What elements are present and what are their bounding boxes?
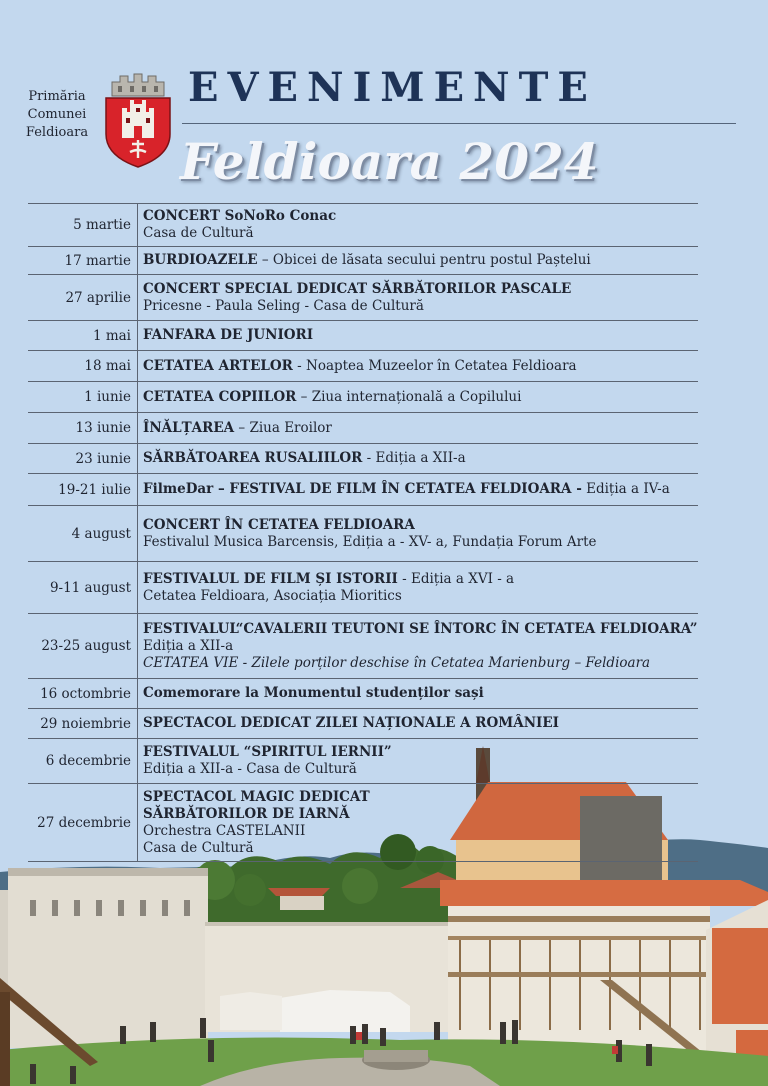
event-row bbox=[28, 614, 698, 679]
event-text: FESTIVALUL “SPIRITUL IERNII” bbox=[143, 744, 392, 760]
event-date: 29 noiembrie bbox=[28, 709, 138, 738]
event-text: CONCERT SoNoRo Conac bbox=[143, 208, 337, 224]
event-line bbox=[143, 655, 698, 672]
organization-name bbox=[16, 88, 98, 142]
event-description bbox=[138, 709, 698, 738]
event-text: SPECTACOL DEDICAT ZILEI NAȚIONALE A ROMÂNIEI bbox=[143, 715, 559, 731]
event-date: 13 iunie bbox=[28, 413, 138, 443]
event-text: Festivalul Musica Barcensis, Ediția a - XV- a, Fundația Forum Arte bbox=[143, 533, 597, 550]
events-table bbox=[28, 203, 698, 862]
event-text: Cetatea Feldioara, Asociația Mioritics bbox=[143, 587, 402, 604]
event-text: CONCERT ÎN CETATEA FELDIOARA bbox=[143, 516, 415, 533]
event-text: CONCERT SPECIAL DEDICAT SĂRBĂTORILOR PASCALE bbox=[143, 280, 572, 297]
event-line bbox=[143, 420, 698, 437]
event-row bbox=[28, 321, 698, 351]
event-description bbox=[138, 474, 698, 505]
event-line bbox=[143, 281, 698, 298]
event-line bbox=[143, 534, 698, 551]
event-text: SĂRBĂTOAREA RUSALIILOR bbox=[143, 450, 363, 466]
event-line bbox=[143, 744, 698, 761]
event-row bbox=[28, 709, 698, 739]
event-text: - Zilele porților deschise în Cetatea Marienburg – Feldioara bbox=[238, 654, 651, 671]
event-date: 1 iunie bbox=[28, 382, 138, 412]
event-description bbox=[138, 321, 698, 350]
event-text: Ediția a IV-a bbox=[581, 481, 670, 497]
event-date: 23 iunie bbox=[28, 444, 138, 473]
event-date: 27 decembrie bbox=[28, 784, 138, 861]
event-text: FESTIVALUL“CAVALERII TEUTONI SE ÎNTORC ÎN CETATEA FELDIOARA” bbox=[143, 620, 698, 637]
event-description bbox=[138, 739, 698, 783]
event-text: Casa de Cultură bbox=[143, 839, 254, 856]
event-description bbox=[138, 444, 698, 473]
event-row bbox=[28, 506, 698, 562]
event-text: Casa de Cultură bbox=[143, 225, 254, 241]
org-line: Comunei bbox=[27, 107, 87, 122]
event-line bbox=[143, 588, 698, 605]
event-row bbox=[28, 275, 698, 321]
event-row bbox=[28, 413, 698, 444]
event-text: CETATEA COPIILOR bbox=[143, 388, 297, 405]
event-date: 9-11 august bbox=[28, 562, 138, 613]
event-description bbox=[138, 247, 698, 274]
event-row bbox=[28, 739, 698, 784]
event-text: FESTIVALUL DE FILM ȘI ISTORII bbox=[143, 570, 398, 587]
event-text: – Ziua Eroilor bbox=[234, 419, 332, 436]
event-line bbox=[143, 327, 698, 344]
event-text: SĂRBĂTORILOR DE IARNĂ bbox=[143, 805, 350, 822]
event-description bbox=[138, 562, 698, 613]
event-text: Ediția a XII-a - Casa de Cultură bbox=[143, 761, 357, 777]
event-text: - Noaptea Muzeelor în Cetatea Feldioara bbox=[292, 357, 577, 374]
event-line bbox=[143, 252, 698, 269]
event-text: - Ediția a XII-a bbox=[362, 450, 466, 466]
event-text: SPECTACOL MAGIC DEDICAT bbox=[143, 788, 370, 805]
event-text: – Ziua internațională a Copilului bbox=[296, 388, 522, 405]
event-line bbox=[143, 621, 698, 638]
event-line bbox=[143, 389, 698, 406]
event-line bbox=[143, 806, 698, 823]
event-description bbox=[138, 275, 698, 320]
event-line bbox=[143, 517, 698, 534]
event-line bbox=[143, 571, 698, 588]
event-text: CETATEA VIE bbox=[143, 654, 239, 671]
event-date: 27 aprilie bbox=[28, 275, 138, 320]
event-text: Comemorare la Monumentul studenților sași bbox=[143, 685, 484, 701]
event-line bbox=[143, 481, 698, 498]
event-date: 17 martie bbox=[28, 247, 138, 274]
event-date: 6 decembrie bbox=[28, 739, 138, 783]
title-divider bbox=[182, 123, 736, 124]
event-description bbox=[138, 506, 698, 561]
event-line bbox=[143, 358, 698, 375]
event-line bbox=[143, 225, 698, 242]
event-line bbox=[143, 298, 698, 315]
event-text: CETATEA ARTELOR bbox=[143, 357, 293, 374]
event-row bbox=[28, 679, 698, 709]
page-subtitle: Feldioara 2024 bbox=[180, 132, 599, 191]
event-text: FilmeDar – FESTIVAL DE FILM ÎN CETATEA FELDIOARA - bbox=[143, 481, 582, 497]
event-date: 16 octombrie bbox=[28, 679, 138, 708]
event-date: 18 mai bbox=[28, 351, 138, 381]
event-line bbox=[143, 823, 698, 840]
page-title: EVENIMENTE bbox=[188, 64, 597, 111]
coat-of-arms-icon bbox=[104, 72, 172, 168]
event-line bbox=[143, 450, 698, 467]
event-row bbox=[28, 382, 698, 413]
event-line bbox=[143, 208, 698, 225]
event-date: 1 mai bbox=[28, 321, 138, 350]
event-date: 23-25 august bbox=[28, 614, 138, 678]
event-row bbox=[28, 247, 698, 275]
event-line bbox=[143, 638, 698, 655]
event-text: Ediția a XII-a bbox=[143, 637, 234, 654]
event-description bbox=[138, 382, 698, 412]
event-text: Pricesne - Paula Seling - Casa de Cultură bbox=[143, 297, 424, 314]
event-description bbox=[138, 204, 698, 246]
event-date: 19-21 iulie bbox=[28, 474, 138, 505]
event-line bbox=[143, 789, 698, 806]
event-text: Orchestra CASTELANII bbox=[143, 822, 306, 839]
event-date: 4 august bbox=[28, 506, 138, 561]
event-description bbox=[138, 351, 698, 381]
event-row bbox=[28, 784, 698, 862]
event-row bbox=[28, 474, 698, 506]
event-line bbox=[143, 715, 698, 732]
event-text: – Obicei de lăsata secului pentru postul Paștelui bbox=[257, 252, 591, 268]
event-description bbox=[138, 413, 698, 443]
event-row bbox=[28, 351, 698, 382]
event-line bbox=[143, 761, 698, 778]
event-text: FANFARA DE JUNIORI bbox=[143, 327, 314, 343]
org-line: Primăria bbox=[28, 89, 86, 104]
event-description bbox=[138, 679, 698, 708]
event-row bbox=[28, 203, 698, 247]
event-date: 5 martie bbox=[28, 204, 138, 246]
event-line bbox=[143, 840, 698, 857]
org-line: Feldioara bbox=[25, 125, 89, 140]
event-description bbox=[138, 614, 698, 678]
event-text: ÎNĂLȚAREA bbox=[143, 419, 235, 436]
event-row bbox=[28, 444, 698, 474]
event-text: BURDIOAZELE bbox=[143, 252, 258, 268]
event-row bbox=[28, 562, 698, 614]
event-description bbox=[138, 784, 698, 861]
event-line bbox=[143, 685, 698, 702]
event-text: - Ediția a XVI - a bbox=[397, 570, 515, 587]
